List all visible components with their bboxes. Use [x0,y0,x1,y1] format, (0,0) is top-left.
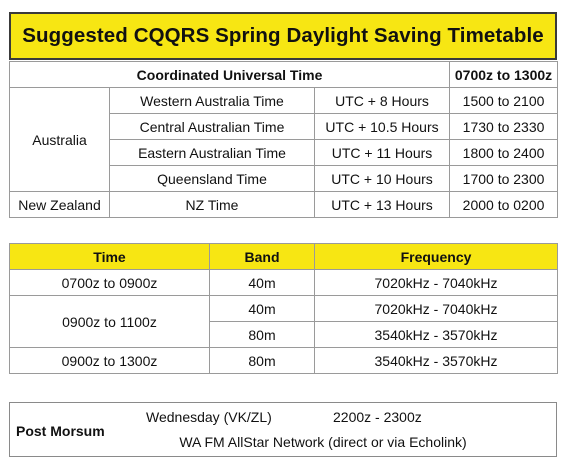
band-cell: 40m [210,296,315,322]
frequency-cell: 3540kHz - 3570kHz [315,322,558,348]
frequency-cell: 3540kHz - 3570kHz [315,348,558,374]
utc-header: Coordinated Universal Time [10,62,450,88]
table-row [10,192,558,218]
title-text: Suggested CQQRS Spring Daylight Saving Timetable [22,24,544,47]
region-australia: Australia [10,88,110,192]
time-cell: 0900z to 1100z [10,296,210,348]
time-cell: 0700z to 0900z [10,270,210,296]
zone-offset: UTC + 8 Hours [315,88,450,114]
post-morsum-network: WA FM AllStar Network (direct or via Echolink) [179,434,467,450]
post-morsum-label: Post Morsum [16,422,105,439]
zone-local-time: 1800 to 2400 [450,140,558,166]
post-morsum-network-row [10,434,556,450]
post-morsum-box [9,402,557,457]
utc-range-header: 0700z to 1300z [450,62,558,88]
band-cell: 80m [210,348,315,374]
band-cell: 80m [210,322,315,348]
time-header: Time [10,244,210,270]
zone-offset: UTC + 10 Hours [315,166,450,192]
zone-name: Western Australia Time [110,88,315,114]
zone-name: Central Australian Time [110,114,315,140]
frequency-cell: 7020kHz - 7040kHz [315,296,558,322]
zone-local-time: 2000 to 0200 [450,192,558,218]
zone-local-time: 1500 to 2100 [450,88,558,114]
frequency-header: Frequency [315,244,558,270]
post-morsum-day: Wednesday (VK/ZL) [146,409,272,425]
zone-offset: UTC + 11 Hours [315,140,450,166]
band-header-row [10,244,558,270]
zone-offset: UTC + 13 Hours [315,192,450,218]
page-title [9,12,557,60]
zone-name: Eastern Australian Time [110,140,315,166]
zone-name: NZ Time [110,192,315,218]
timezone-table [9,61,558,218]
zone-local-time: 1730 to 2330 [450,114,558,140]
frequency-cell: 7020kHz - 7040kHz [315,270,558,296]
table-row [10,348,558,374]
zone-name: Queensland Time [110,166,315,192]
region-new-zealand: New Zealand [10,192,110,218]
zone-local-time: 1700 to 2300 [450,166,558,192]
table-row [10,88,558,114]
zone-offset: UTC + 10.5 Hours [315,114,450,140]
time-cell: 0900z to 1300z [10,348,210,374]
post-morsum-time: 2200z - 2300z [333,409,422,425]
band-cell: 40m [210,270,315,296]
band-table [9,243,558,374]
band-header: Band [210,244,315,270]
table-row [10,296,558,322]
table-row [10,270,558,296]
timezone-header-row [10,62,558,88]
